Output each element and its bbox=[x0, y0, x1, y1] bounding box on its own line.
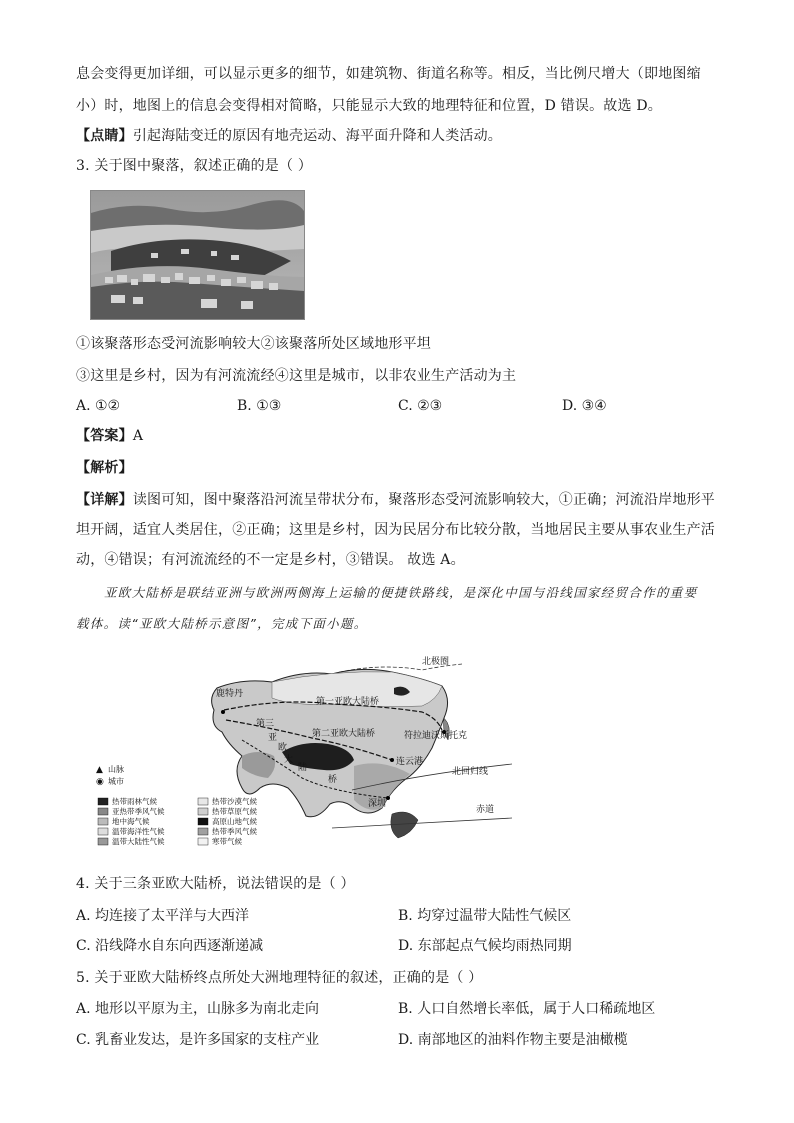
label-third-bridge: 亚 bbox=[268, 733, 278, 743]
q4-stem: 4. 关于三条亚欧大陆桥，说法错误的是（ ） bbox=[76, 876, 355, 892]
label-arctic-circle: 北极圈 bbox=[422, 657, 450, 667]
q3-option-b: B. ①③ bbox=[237, 398, 282, 414]
mountain-icon: ▲ bbox=[96, 765, 103, 775]
city-icon: ◉ bbox=[96, 777, 104, 787]
settlement-photo-drawing bbox=[91, 191, 304, 319]
detail-tag: 【详解】 bbox=[76, 492, 133, 508]
eurasia-land-bridge-map bbox=[92, 648, 512, 858]
legend-item: 温带大陆性气候 bbox=[112, 837, 165, 846]
label-rotterdam: 鹿特丹 bbox=[216, 689, 244, 699]
answer-tag: 【答案】 bbox=[76, 428, 133, 444]
label-tropic: 北回归线 bbox=[452, 767, 489, 777]
legend-item: 热带沙漠气候 bbox=[212, 797, 257, 806]
intro-line: 亚欧大陆桥是联结亚洲与欧洲两侧海上运输的便捷铁路线，是深化中国与沿线国家经贸合作的重要 bbox=[104, 585, 698, 600]
q4-option-d: D. 东部起点气候均雨热同期 bbox=[398, 938, 572, 954]
label-first-bridge: 第一亚欧大陆桥 bbox=[316, 697, 380, 707]
label-shenzhen: 深圳 bbox=[368, 799, 387, 809]
detail-line bbox=[76, 490, 715, 510]
q3-option-d: D. ③④ bbox=[562, 398, 607, 414]
detail-text: 读图可知，图中聚落沿河流呈带状分布，聚落形态受河流影响较大，①正确；河流沿岸地形平 bbox=[132, 492, 716, 508]
intro-line: 载体。读“亚欧大陆桥示意图”，完成下面小题。 bbox=[76, 616, 368, 631]
q3-option-c: C. ②③ bbox=[398, 398, 443, 414]
label-second-bridge: 第二亚欧大陆桥 bbox=[312, 729, 376, 739]
label-third-bridge: 欧 bbox=[278, 743, 288, 753]
detail-line: 坦开阔，适宜人类居住，②正确；这里是乡村，因为民居分布比较分散，当地居民主要从事农业生产活 bbox=[76, 522, 715, 538]
label-lianyungang: 连云港 bbox=[396, 757, 424, 767]
label-vladivostok: 符拉迪沃斯托克 bbox=[404, 731, 468, 741]
legend-item: 亚热带季风气候 bbox=[112, 807, 165, 816]
q3-statement: ①该聚落形态受河流影响较大②该聚落所处区域地形平坦 bbox=[76, 336, 431, 352]
q5-stem: 5. 关于亚欧大陆桥终点所处大洲地理特征的叙述，正确的是（ ） bbox=[76, 970, 483, 986]
legend-mountain: 山脉 bbox=[108, 765, 124, 774]
legend-item: 高原山地气候 bbox=[212, 817, 257, 826]
q3-answer bbox=[76, 426, 143, 446]
q5-option-d: D. 南部地区的油料作物主要是油橄榄 bbox=[398, 1032, 628, 1048]
q3-statement: ③这里是乡村，因为有河流流经④这里是城市，以非农业生产活动为主 bbox=[76, 368, 517, 384]
label-third-bridge: 陆 bbox=[298, 763, 308, 773]
q3-option-a: A. ①② bbox=[76, 398, 121, 414]
q3-stem: 3. 关于图中聚落，叙述正确的是（ ） bbox=[76, 158, 313, 174]
q5-option-a: A. 地形以平原为主，山脉多为南北走向 bbox=[76, 1001, 320, 1017]
paragraph-line: 息会变得更加详细，可以显示更多的细节，如建筑物、街道名称等。相反，当比例尺增大（即地图缩 bbox=[76, 66, 701, 82]
legend-item: 寒带气候 bbox=[212, 837, 242, 846]
note-line bbox=[76, 126, 502, 146]
q4-option-b: B. 均穿过温带大陆性气候区 bbox=[398, 908, 572, 924]
analysis-tag: 【解析】 bbox=[76, 460, 133, 476]
label-equator: 赤道 bbox=[476, 805, 495, 815]
map-drawing bbox=[92, 648, 512, 858]
city-marker bbox=[221, 710, 225, 714]
settlement-photo bbox=[90, 190, 305, 320]
label-third-bridge: 第三 bbox=[256, 719, 275, 729]
legend-item: 热带草原气候 bbox=[212, 807, 257, 816]
legend-item: 地中海气候 bbox=[112, 817, 150, 826]
city-marker bbox=[386, 796, 390, 800]
label-third-bridge: 大 bbox=[284, 755, 294, 765]
detail-line: 动，④错误；有河流流经的不一定是乡村，③错误。 故选 A。 bbox=[76, 552, 465, 568]
legend-city: 城市 bbox=[108, 777, 124, 786]
legend-item: 热带季风气候 bbox=[212, 827, 257, 836]
legend-item: 热带雨林气候 bbox=[112, 797, 157, 806]
q4-option-c: C. 沿线降水自东向西逐渐递减 bbox=[76, 938, 264, 954]
note-text: 引起海陆变迁的原因有地壳运动、海平面升降和人类活动。 bbox=[132, 128, 503, 144]
note-tag: 【点睛】 bbox=[76, 128, 133, 144]
q4-option-a: A. 均连接了太平洋与大西洋 bbox=[76, 908, 250, 924]
paragraph-line: 小）时，地图上的信息会变得相对简略，只能显示大致的地理特征和位置，D 错误。故选 D。 bbox=[76, 98, 662, 114]
q5-option-c: C. 乳畜业发达，是许多国家的支柱产业 bbox=[76, 1032, 320, 1048]
legend-item: 温带海洋性气候 bbox=[112, 827, 165, 836]
answer-value: A bbox=[132, 428, 144, 444]
q5-option-b: B. 人口自然增长率低，属于人口稀疏地区 bbox=[398, 1001, 656, 1017]
city-marker bbox=[390, 758, 394, 762]
label-third-bridge: 桥 bbox=[328, 775, 338, 785]
